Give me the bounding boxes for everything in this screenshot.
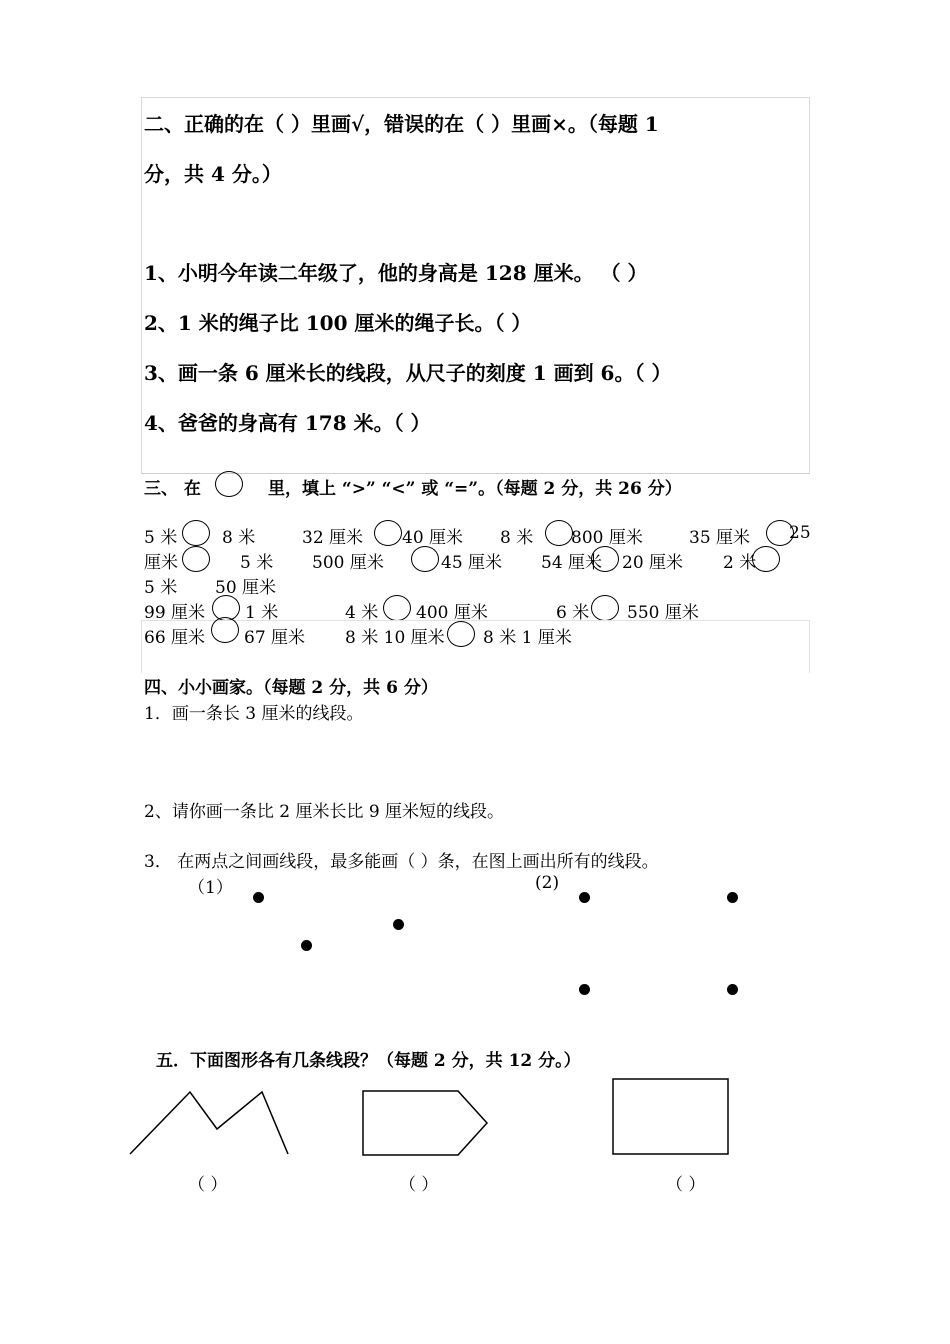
figure-label-1: （1） — [188, 878, 233, 898]
compare-value: 35 厘米 — [689, 528, 751, 548]
section-4-title: 四、小小画家。（每题 2 分，共 6 分） — [144, 678, 438, 698]
figure-label-2: (2) — [535, 873, 560, 893]
compare-value: 5 米 — [144, 528, 178, 548]
judgement-item-4: 4、爸爸的身高有 178 米。（ ） — [144, 411, 431, 435]
answer-blank-2: （ ） — [399, 1175, 439, 1195]
compare-value: 25 — [789, 523, 811, 543]
compare-value: 54 厘米 — [541, 553, 603, 573]
compare-value: 67 厘米 — [244, 628, 306, 648]
compare-value: 400 厘米 — [416, 603, 488, 623]
compare-value: 20 厘米 — [622, 553, 684, 573]
compare-value: 550 厘米 — [627, 603, 699, 623]
compare-value: 32 厘米 — [302, 528, 364, 548]
compare-value: 50 厘米 — [215, 578, 277, 598]
compare-value: 66 厘米 — [144, 628, 206, 648]
judgement-item-1: 1、小明今年读二年级了，他的身高是 128 厘米。 （ ） — [144, 261, 648, 285]
compare-value: 800 厘米 — [571, 528, 643, 548]
draw-question-1: 1．画一条长 3 厘米的线段。 — [144, 704, 364, 724]
compare-value: 45 厘米 — [441, 553, 503, 573]
compare-value: 厘米 — [144, 553, 178, 573]
compare-value: 8 米 — [222, 528, 256, 548]
section-2-title-line2: 分，共 4 分。） — [144, 162, 282, 186]
compare-value: 40 厘米 — [402, 528, 464, 548]
section-5-title: 五．下面图形各有几条线段？（每题 2 分，共 12 分。） — [156, 1051, 581, 1071]
draw-question-2: 2、请你画一条比 2 厘米长比 9 厘米短的线段。 — [144, 802, 505, 822]
compare-value: 1 米 — [245, 603, 279, 623]
compare-value: 8 米 10 厘米 — [345, 628, 445, 648]
compare-value: 8 米 1 厘米 — [483, 628, 572, 648]
judgement-item-3: 3、画一条 6 厘米长的线段，从尺子的刻度 1 画到 6。（ ） — [144, 361, 672, 385]
compare-value: 500 厘米 — [312, 553, 384, 573]
draw-question-3: 3． 在两点之间画线段，最多能画（ ）条，在图上画出所有的线段。 — [144, 852, 659, 872]
answer-blank-1: （ ） — [188, 1175, 228, 1195]
compare-value: 8 米 — [500, 528, 534, 548]
compare-value: 6 米 — [556, 603, 590, 623]
section-2-title-line1: 二、正确的在（ ）里画√，错误的在（ ）里画×。（每题 1 — [144, 112, 659, 136]
compare-value: 2 米 — [723, 553, 757, 573]
compare-value: 5 米 — [144, 578, 178, 598]
section-3-title-start: 三、 在 — [144, 479, 201, 499]
compare-value: 4 米 — [345, 603, 379, 623]
pentagon-arrow-shape — [363, 1091, 487, 1155]
zigzag-shape — [130, 1092, 288, 1154]
judgement-item-2: 2、1 米的绳子比 100 厘米的绳子长。（ ） — [144, 311, 532, 335]
section-3-title-end: 里，填上 “>” “<” 或 “=”。（每题 2 分，共 26 分） — [268, 479, 682, 499]
compare-value: 99 厘米 — [144, 603, 206, 623]
answer-blank-3: （ ） — [666, 1175, 706, 1195]
rectangle-shape — [613, 1079, 728, 1154]
compare-value: 5 米 — [240, 553, 274, 573]
